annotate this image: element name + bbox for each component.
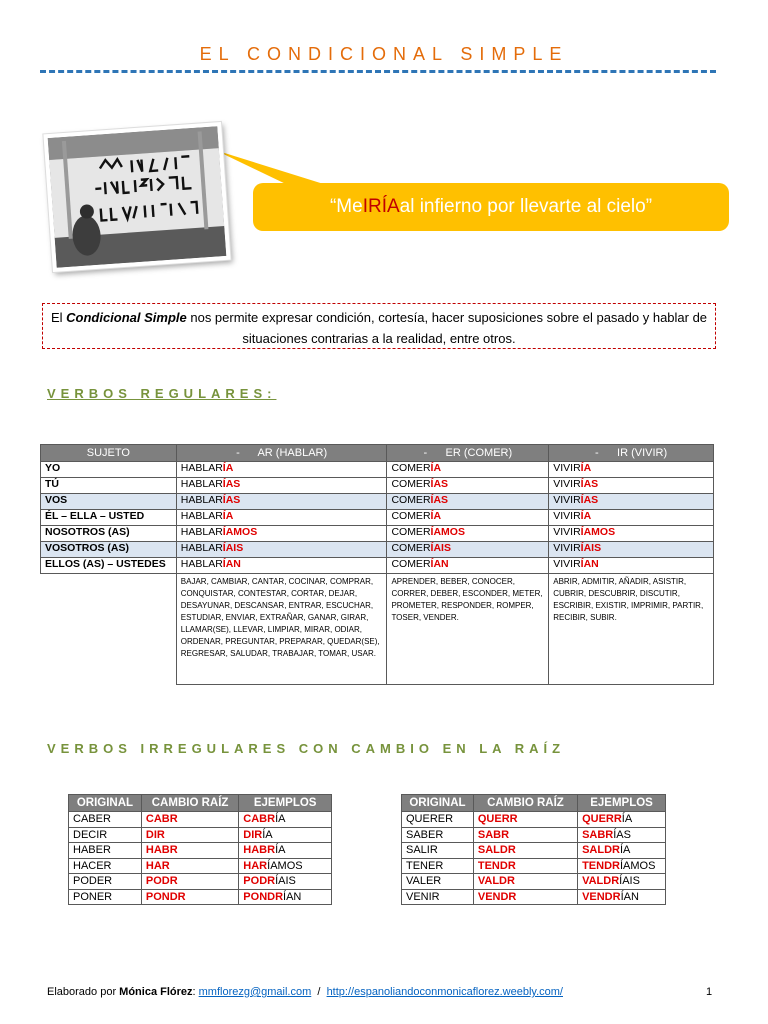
irregular-right-header (402, 795, 666, 812)
er-stem: COMER (391, 526, 431, 538)
ir-stem: VIVIR (553, 526, 581, 538)
example-cell (578, 858, 666, 874)
header-subject: SUJETO (41, 445, 177, 462)
quote-bubble (253, 183, 729, 231)
er-conjugation-cell (387, 462, 549, 478)
subject-cell: ÉL – ELLA – USTED (41, 510, 177, 526)
er-ending: ÍAIS (430, 542, 451, 554)
example-cell (578, 843, 666, 859)
irregular-right-body (402, 812, 666, 905)
example-cell (239, 812, 332, 828)
table-row (402, 827, 666, 843)
ar-stem: HABLAR (180, 510, 223, 522)
ir-stem: VIVIR (553, 478, 581, 490)
ar-stem: HABLAR (180, 478, 223, 490)
ar-conjugation-cell (176, 558, 387, 574)
ar-ending: ÍAN (222, 558, 241, 570)
example-ending: ÍAS (613, 828, 631, 841)
example-ending: ÍA (619, 844, 631, 857)
ar-conjugation-cell (176, 526, 387, 542)
header-ir: - IR (VIVIR) (549, 445, 714, 462)
ir-ending: ÍAMOS (580, 526, 616, 538)
example-cell (239, 889, 332, 905)
example-stem: SABR (582, 828, 614, 841)
ir-stem: VIVIR (553, 542, 581, 554)
er-stem: COMER (391, 558, 431, 570)
stem-cell: SALDR (473, 843, 577, 859)
intro-emphasis: Condicional Simple (66, 310, 187, 325)
footer-separator: / (311, 986, 327, 998)
er-stem: COMER (391, 478, 431, 490)
ir-ending: ÍAIS (580, 542, 602, 554)
table-row (402, 812, 666, 828)
table-row (41, 542, 714, 558)
er-ending: ÍAS (430, 494, 449, 506)
ar-examples-cell: BAJAR, CAMBIAR, CANTAR, COCINAR, COMPRAR, CONQUISTAR, CONTESTAR, CORTAR, DEJAR, DESAYUNAR, DESCANSAR, ENTRAR, ESCUCHAR, ESTUDIAR, ENVIAR, EXTRAÑAR, GANAR, GIRAR, LLAMAR(SE), LLEVAR, LIMPIAR, MIRAR, ODIAR, ORDENAR, PREGUNTAR, PREPARAR, QUEDAR(SE), REGRESAR, SALUDAR, TRABAJAR, TOMAR, USAR. (176, 574, 387, 685)
header-ar: - AR (HABLAR) (176, 445, 387, 462)
ar-conjugation-cell (176, 510, 387, 526)
example-stem: TENDR (582, 859, 620, 872)
example-ending: ÍAMOS (619, 859, 656, 872)
ar-conjugation-cell (176, 478, 387, 494)
table-row (69, 874, 332, 890)
example-cell (239, 827, 332, 843)
er-stem: COMER (391, 510, 431, 522)
ir-ending: ÍAS (580, 478, 599, 490)
ir-conjugation-cell (549, 462, 714, 478)
er-stem: COMER (391, 462, 431, 474)
regular-verbs-heading: VERBOS REGULARES: (47, 386, 277, 401)
example-ending: ÍAN (283, 890, 302, 903)
ar-stem: HABLAR (180, 494, 223, 506)
page-number: 1 (706, 986, 713, 998)
er-conjugation-cell (387, 478, 549, 494)
stem-cell: DIR (141, 827, 238, 843)
example-stem: HABR (243, 844, 276, 857)
ir-ending: ÍA (580, 462, 592, 474)
ir-conjugation-cell (549, 558, 714, 574)
table-row (69, 812, 332, 828)
er-examples-cell: APRENDER, BEBER, CONOCER, CORRER, DEBER, ESCONDER, METER, PROMETER, RESPONDER, ROMPER, TOSER, VENDER. (387, 574, 549, 685)
header-examples: EJEMPLOS (239, 795, 332, 812)
ir-conjugation-cell (549, 478, 714, 494)
examples-row (41, 574, 714, 685)
example-stem: VALDR (582, 875, 620, 888)
intro-box (42, 303, 716, 349)
example-cell (578, 889, 666, 905)
example-ending: ÍAMOS (267, 859, 303, 872)
example-ending: ÍA (275, 844, 286, 857)
er-conjugation-cell (387, 526, 549, 542)
stem-cell: VALDR (473, 874, 577, 890)
original-cell: VALER (402, 874, 474, 890)
table-row (69, 843, 332, 859)
footer-prefix: Elaborado por (47, 986, 120, 998)
table-row (69, 889, 332, 905)
table-row (69, 858, 332, 874)
table-row (402, 843, 666, 859)
header-original: ORIGINAL (402, 795, 474, 812)
er-stem: COMER (391, 494, 431, 506)
subject-cell: YO (41, 462, 177, 478)
example-cell (578, 874, 666, 890)
stem-cell: VENDR (473, 889, 577, 905)
ar-stem: HABLAR (180, 558, 223, 570)
examples-blank-cell (41, 574, 177, 685)
intro-part2: nos permite expresar condición, cortesía, hacer suposiciones sobre el pasado y hablar de situaciones contrarias a la realidad, entre otros. (186, 310, 708, 346)
example-stem: DIR (243, 828, 263, 841)
ir-conjugation-cell (549, 510, 714, 526)
example-cell (239, 874, 332, 890)
email-link[interactable]: mmflorezg@gmail.com (198, 986, 312, 998)
intro-part1: El (50, 310, 67, 325)
table-row (41, 494, 714, 510)
ar-conjugation-cell (176, 494, 387, 510)
table-row (41, 526, 714, 542)
original-cell: PONER (69, 889, 142, 905)
er-ending: ÍA (430, 462, 442, 474)
original-cell: TENER (402, 858, 474, 874)
example-stem: QUERR (582, 813, 622, 826)
table-row (41, 462, 714, 478)
header-original: ORIGINAL (69, 795, 142, 812)
ar-ending: ÍA (222, 510, 234, 522)
ir-stem: VIVIR (553, 494, 581, 506)
header-examples: EJEMPLOS (578, 795, 666, 812)
subject-cell: VOS (41, 494, 177, 510)
original-cell: SABER (402, 827, 474, 843)
ar-ending: ÍA (222, 462, 234, 474)
example-stem: VENDR (582, 890, 621, 903)
table-row (402, 858, 666, 874)
example-cell (578, 812, 666, 828)
quote-rest: al infierno por llevarte al cielo” (399, 196, 653, 217)
regular-table-header (41, 445, 714, 462)
graffiti-photo (43, 122, 230, 272)
ar-ending: ÍAMOS (222, 526, 258, 538)
example-cell (578, 827, 666, 843)
ar-ending: ÍAS (222, 478, 241, 490)
table-row (402, 889, 666, 905)
ir-conjugation-cell (549, 494, 714, 510)
graffiti-image-icon (48, 126, 227, 268)
ir-stem: VIVIR (553, 462, 581, 474)
er-ending: ÍA (430, 510, 442, 522)
table-row (41, 558, 714, 574)
example-ending: ÍA (621, 813, 633, 826)
ir-conjugation-cell (549, 542, 714, 558)
ar-stem: HABLAR (180, 542, 223, 554)
ir-ending: ÍAN (580, 558, 599, 570)
quote-highlight: IRÍA (362, 196, 400, 217)
stem-cell: PONDR (141, 889, 238, 905)
irregular-verbs-heading: VERBOS IRREGULARES CON CAMBIO EN LA RAÍZ (47, 741, 566, 756)
original-cell: CABER (69, 812, 142, 828)
page-title: EL CONDICIONAL SIMPLE (199, 44, 569, 64)
ir-stem: VIVIR (553, 510, 581, 522)
website-link[interactable]: http://espanoliandoconmonicaflorez.weebly.com/ (326, 986, 563, 998)
footer-colon: : (192, 986, 199, 998)
stem-cell: TENDR (473, 858, 577, 874)
header-er: - ER (COMER) (387, 445, 549, 462)
stem-cell: PODR (141, 874, 238, 890)
ir-ending: ÍAS (580, 494, 599, 506)
example-ending: ÍAIS (275, 875, 296, 888)
ar-stem: HABLAR (180, 526, 223, 538)
irregular-left-body (69, 812, 332, 905)
quote-open: “Me (329, 196, 363, 217)
example-stem: SALDR (582, 844, 620, 857)
header-stem-change: CAMBIO RAÍZ (473, 795, 577, 812)
table-row (69, 827, 332, 843)
original-cell: DECIR (69, 827, 142, 843)
er-ending: ÍAMOS (430, 526, 465, 538)
subject-cell: NOSOTROS (AS) (41, 526, 177, 542)
original-cell: HABER (69, 843, 142, 859)
example-stem: PODR (243, 875, 276, 888)
table-row (41, 478, 714, 494)
ir-conjugation-cell (549, 526, 714, 542)
example-ending: ÍAIS (619, 875, 640, 888)
stem-cell: CABR (141, 812, 238, 828)
ar-conjugation-cell (176, 462, 387, 478)
er-conjugation-cell (387, 494, 549, 510)
irregular-table-left (68, 794, 332, 905)
original-cell: PODER (69, 874, 142, 890)
stem-cell: QUERR (473, 812, 577, 828)
original-cell: HACER (69, 858, 142, 874)
example-stem: PONDR (243, 890, 284, 903)
example-ending: ÍAN (620, 890, 639, 903)
header-stem-change: CAMBIO RAÍZ (141, 795, 238, 812)
example-ending: ÍA (262, 828, 273, 841)
er-stem: COMER (391, 542, 431, 554)
stem-cell: SABR (473, 827, 577, 843)
table-row (41, 510, 714, 526)
er-conjugation-cell (387, 558, 549, 574)
example-stem: CABR (243, 813, 276, 826)
ir-stem: VIVIR (553, 558, 581, 570)
example-ending: ÍA (275, 813, 286, 826)
subject-cell: TÚ (41, 478, 177, 494)
original-cell: VENIR (402, 889, 474, 905)
example-cell (239, 843, 332, 859)
subject-cell: ELLOS (AS) – USTEDES (41, 558, 177, 574)
stem-cell: HABR (141, 843, 238, 859)
subject-cell: VOSOTROS (AS) (41, 542, 177, 558)
ar-ending: ÍAS (222, 494, 241, 506)
footer (47, 986, 563, 998)
original-cell: QUERER (402, 812, 474, 828)
example-cell (239, 858, 332, 874)
er-conjugation-cell (387, 510, 549, 526)
er-ending: ÍAS (430, 478, 449, 490)
irregular-left-header (69, 795, 332, 812)
ir-ending: ÍA (580, 510, 592, 522)
regular-table-body (41, 462, 714, 685)
table-row (402, 874, 666, 890)
er-conjugation-cell (387, 542, 549, 558)
ir-examples-cell: ABRIR, ADMITIR, AÑADIR, ASISTIR, CUBRIR, DESCUBRIR, DISCUTIR, ESCRIBIR, EXISTIR, IMPRIMIR, PARTIR, RECIBIR, SUBIR. (549, 574, 714, 685)
ar-stem: HABLAR (180, 462, 223, 474)
example-stem: HAR (243, 859, 268, 872)
ar-ending: ÍAIS (222, 542, 244, 554)
ar-conjugation-cell (176, 542, 387, 558)
footer-author: Mónica Flórez (119, 986, 193, 998)
original-cell: SALIR (402, 843, 474, 859)
er-ending: ÍAN (430, 558, 449, 570)
stem-cell: HAR (141, 858, 238, 874)
regular-verbs-table (40, 444, 714, 685)
irregular-table-right (401, 794, 666, 905)
